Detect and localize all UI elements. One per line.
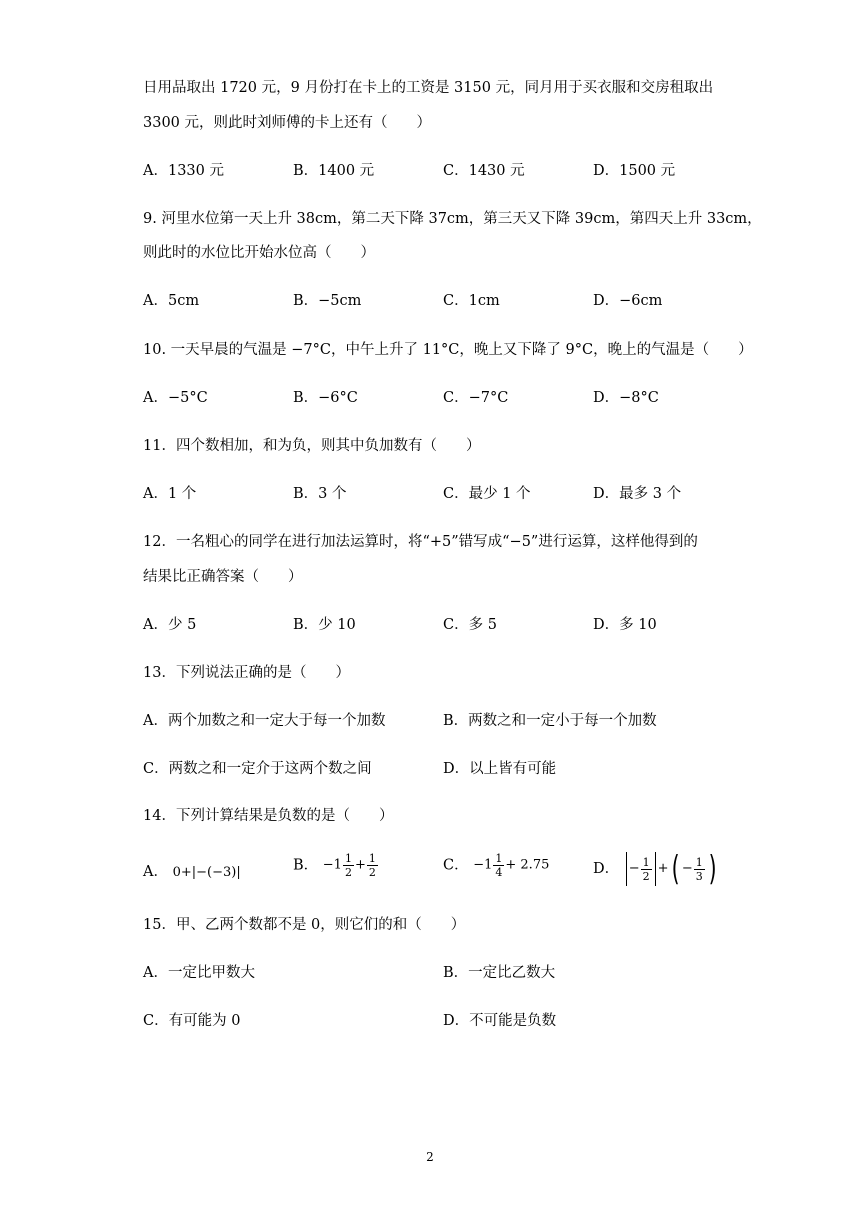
question-15-stem: 15．甲、乙两个数都不是 0，则它们的和（ ） — [143, 917, 466, 933]
option-b-label: B． — [293, 857, 319, 874]
question-15-option-d: D．不可能是负数 — [443, 1013, 557, 1029]
question-8-option-b: B．1400 元 — [293, 163, 375, 179]
question-12-stem-line-2: 结果比正确答案（ ） — [143, 569, 303, 585]
question-9-option-d: D．−6cm — [593, 293, 663, 309]
question-9-option-c: C．1cm — [443, 293, 500, 309]
fraction-numerator: 1 — [344, 852, 352, 865]
question-9-stem-line-1: 9. 河里水位第一天上升 38cm，第二天下降 37cm，第三天又下降 39cm，第四天上升 33cm， — [143, 211, 762, 227]
option-d-fraction-2 — [694, 856, 705, 883]
fraction-numerator: 1 — [642, 855, 650, 869]
question-14-option-d — [593, 849, 719, 889]
option-c-label: C． — [443, 857, 469, 874]
question-9-option-a: A．5cm — [143, 293, 200, 309]
fraction-denominator: 2 — [642, 869, 650, 883]
question-15-option-a: A．一定比甲数大 — [143, 965, 255, 981]
question-14-option-b — [293, 852, 379, 879]
option-d-plus: + — [657, 861, 669, 876]
fraction-denominator: 2 — [368, 866, 376, 879]
question-8-continuation-line-1: 日用品取出 1720 元，9 月份打在卡上的工资是 3150 元，同月用于买衣服和交房租取出 — [143, 80, 714, 96]
option-d-minus: − — [628, 861, 640, 876]
option-b-fraction-2 — [367, 852, 378, 879]
question-10-stem: 10. 一天早晨的气温是 −7°C，中午上升了 11°C，晚上又下降了 9°C，晚上的气温是（ ） — [143, 342, 753, 358]
question-15-option-b: B．一定比乙数大 — [443, 965, 556, 981]
question-10-option-d: D．−8°C — [593, 390, 659, 406]
fraction-numerator: 1 — [495, 852, 503, 865]
question-10-option-a: A．−5°C — [143, 390, 208, 406]
question-8-option-c: C．1430 元 — [443, 163, 525, 179]
question-13-option-b: B．两数之和一定小于每一个加数 — [443, 713, 657, 729]
question-8-continuation-line-2: 3300 元，则此时刘师傅的卡上还有（ ） — [143, 115, 432, 131]
question-15-option-c: C．有可能为 0 — [143, 1013, 241, 1029]
question-12-option-d: D．多 10 — [593, 617, 657, 633]
absolute-value-bar-right — [655, 852, 656, 886]
question-14-stem: 14．下列计算结果是负数的是（ ） — [143, 808, 394, 824]
question-14-option-c — [443, 852, 549, 879]
question-13-option-d: D．以上皆有可能 — [443, 761, 557, 777]
option-b-fraction-1 — [343, 852, 354, 879]
option-a-label: A． — [143, 864, 168, 880]
page-number: 2 — [426, 1150, 434, 1164]
option-d-label: D． — [593, 861, 620, 877]
question-12-option-b: B．少 10 — [293, 617, 356, 633]
fraction-denominator: 4 — [495, 866, 503, 879]
question-11-option-b: B．3 个 — [293, 486, 347, 502]
option-a-expression: 0+|−(−3)| — [172, 865, 241, 880]
question-12-option-a: A．少 5 — [143, 617, 197, 633]
question-10-option-b: B．−6°C — [293, 390, 358, 406]
question-9-stem-line-2: 则此时的水位比开始水位高（ ） — [143, 245, 375, 261]
fraction-denominator: 2 — [344, 866, 352, 879]
option-c-rest: + 2.75 — [505, 857, 550, 873]
left-paren: ( — [671, 849, 680, 889]
question-14-option-a — [143, 862, 241, 883]
option-c-fraction — [493, 852, 504, 879]
option-c-whole: −1 — [473, 857, 493, 873]
question-11-stem: 11．四个数相加，和为负，则其中负加数有（ ） — [143, 438, 481, 454]
question-13-option-a: A．两个加数之和一定大于每一个加数 — [143, 713, 386, 729]
question-12-option-c: C．多 5 — [443, 617, 497, 633]
question-9-option-b: B．−5cm — [293, 293, 362, 309]
fraction-denominator: 3 — [695, 869, 703, 883]
option-b-whole: −1 — [322, 857, 342, 873]
question-11-option-a: A．1 个 — [143, 486, 197, 502]
option-d-minus-2: − — [681, 861, 693, 876]
question-12-stem-line-1: 12．一名粗心的同学在进行加法运算时，将“+5”错写成“−5”进行运算，这样他得到的 — [143, 534, 698, 550]
question-13-option-c: C．两数之和一定介于这两个数之间 — [143, 761, 372, 777]
absolute-value-bar-left — [626, 852, 627, 886]
right-paren: ) — [708, 849, 717, 889]
option-b-plus: + — [354, 857, 366, 873]
question-11-option-c: C．最少 1 个 — [443, 486, 531, 502]
fraction-numerator: 1 — [368, 852, 376, 865]
question-8-option-d: D．1500 元 — [593, 163, 676, 179]
question-11-option-d: D．最多 3 个 — [593, 486, 682, 502]
option-d-fraction-1 — [641, 856, 652, 883]
question-13-stem: 13．下列说法正确的是（ ） — [143, 665, 350, 681]
question-10-option-c: C．−7°C — [443, 390, 509, 406]
question-8-option-a: A．1330 元 — [143, 163, 224, 179]
fraction-numerator: 1 — [695, 855, 703, 869]
